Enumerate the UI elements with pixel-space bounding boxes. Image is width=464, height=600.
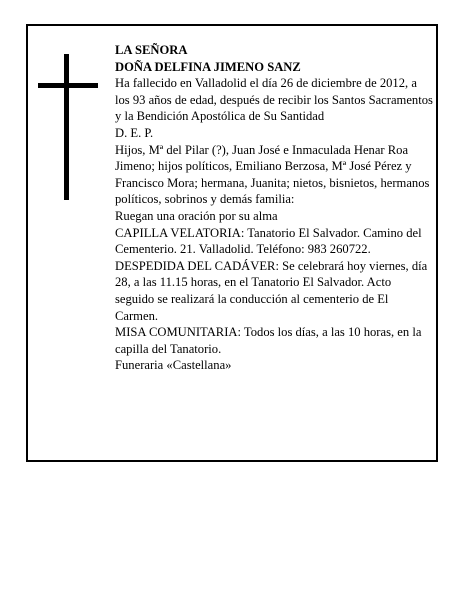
deceased-name: DOÑA DELFINA JIMENO SANZ — [115, 59, 301, 74]
funeral-home: Funeraria «Castellana» — [115, 358, 232, 373]
farewell-info: DESPEDIDA DEL CADÁVER: Se celebrará hoy viernes, día 28, a las 11.15 horas, en el Tanatorio El Salvador. Acto seguido se realizará la conducción al cementerio de El Carmen. — [115, 258, 428, 323]
latin-cross-icon — [38, 54, 98, 200]
mass-info: MISA COMUNITARIA: Todos los días, a las 10 horas, en la capilla del Tanatorio. — [115, 325, 422, 356]
chapel-info: CAPILLA VELATORIA: Tanatorio El Salvador. Camino del Cementerio. 21. Valladolid. Teléfono: 983 260722. — [115, 225, 422, 257]
family-list: Hijos, Mª del Pilar (?), Juan José e Inmaculada Henar Roa Jimeno; hijos políticos, Emiliano Berzosa, Mª José Pérez y Francisco Mora; hermana, Juanita; nietos, bisnietos, hermanos políticos, sobrinos y demás familia: — [115, 142, 430, 207]
death-announcement: Ha fallecido en Valladolid el día 26 de diciembre de 2012, a los 93 años de edad, después de recibir los Santos Sacramentos y la Bendición Apostólica de Su Santidad — [115, 76, 433, 124]
obituary-text — [115, 42, 433, 374]
cross-vertical-bar — [64, 54, 69, 200]
cross-horizontal-bar — [38, 83, 98, 88]
dep-line: D. E. P. — [115, 125, 154, 140]
obituary-notice — [26, 24, 438, 462]
prayer-request: Ruegan una oración por su alma — [115, 208, 278, 223]
heading-title: LA SEÑORA — [115, 43, 188, 57]
